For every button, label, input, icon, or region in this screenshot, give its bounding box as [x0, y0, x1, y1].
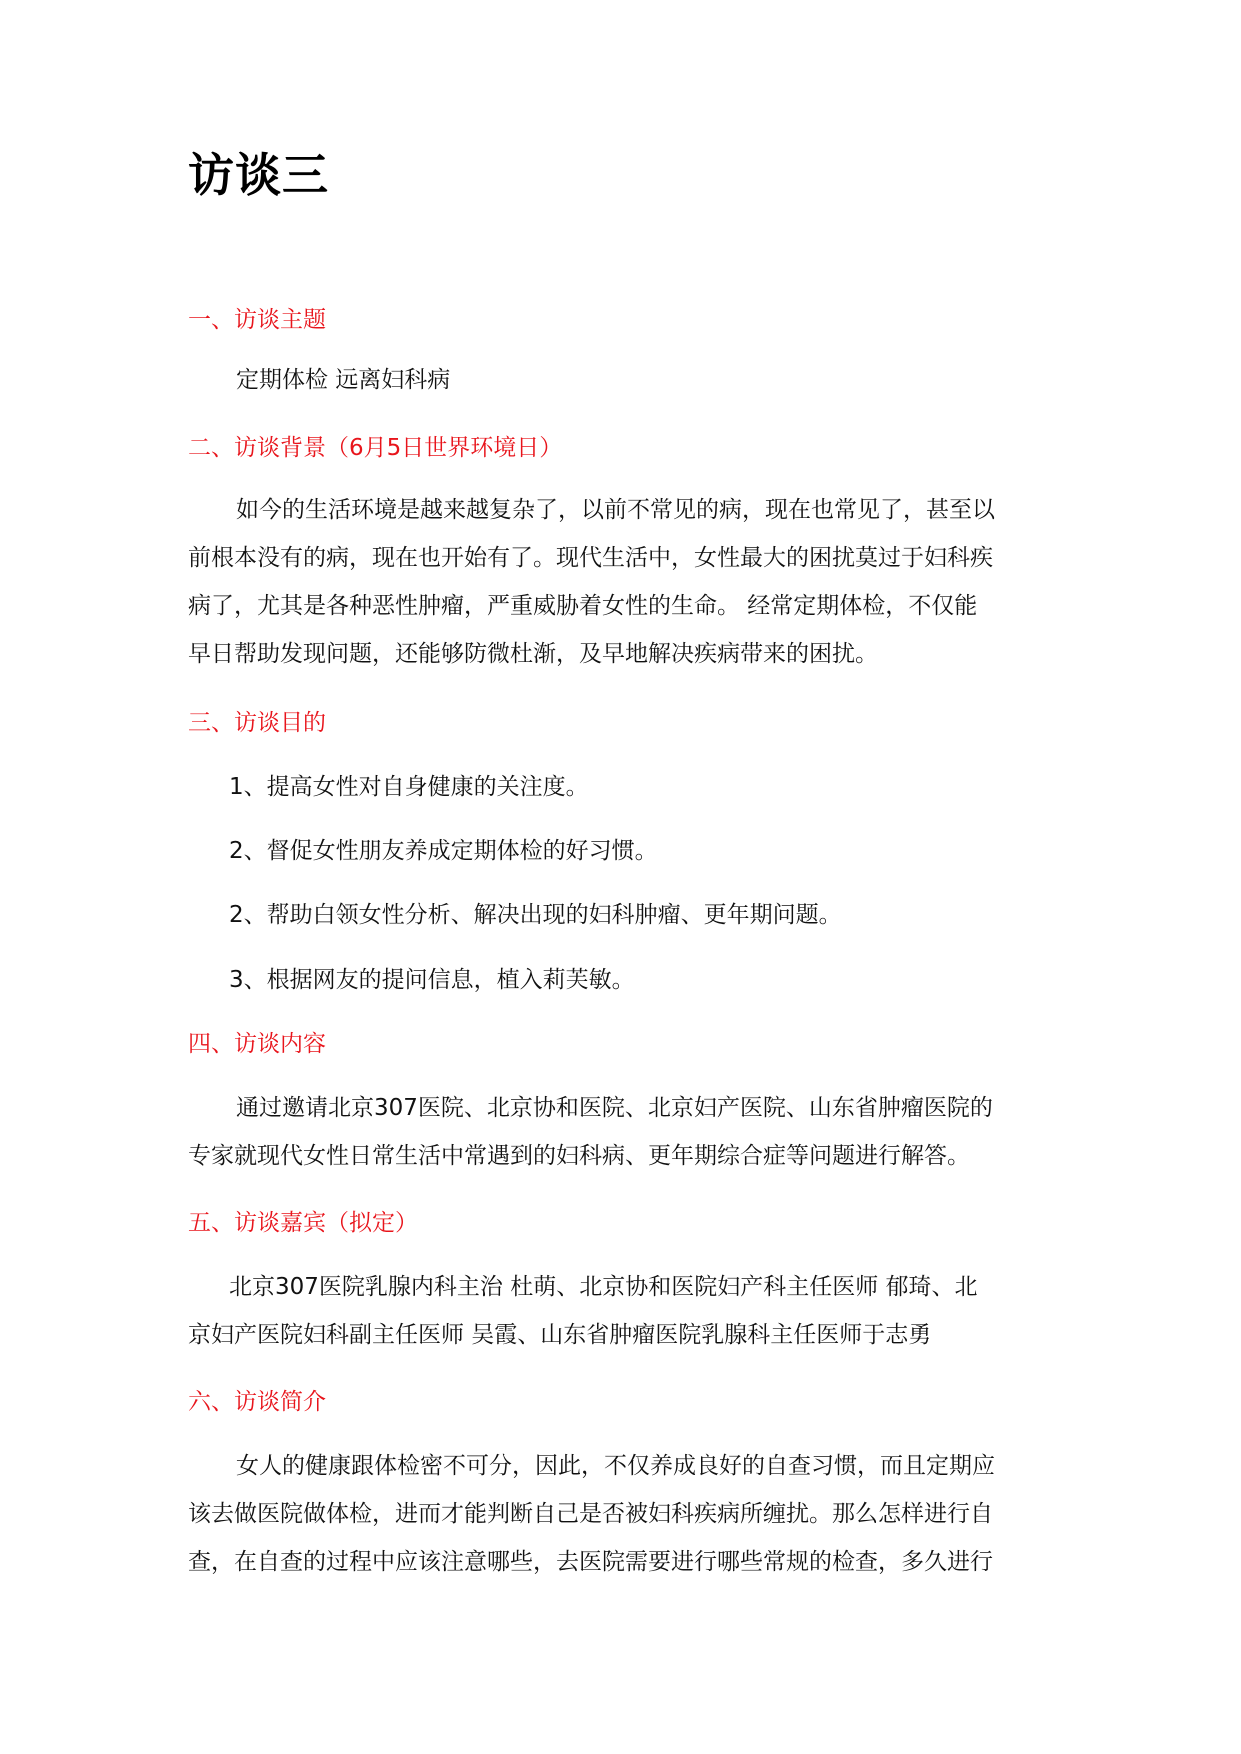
section-heading-content: 四、访谈内容 [188, 1031, 326, 1057]
section-heading-intro: 六、访谈简介 [188, 1389, 326, 1415]
section-heading-guests: 五、访谈嘉宾（拟定） [188, 1210, 418, 1236]
page-title: 访谈三 [188, 148, 329, 202]
purpose-item-1: 1、提高女性对自身健康的关注度。 [229, 774, 589, 800]
theme-text: 定期体检 远离妇科病 [236, 367, 451, 393]
purpose-item-4: 3、根据网友的提问信息，植入莉芙敏。 [229, 967, 635, 993]
section-heading-purpose: 三、访谈目的 [188, 710, 326, 736]
intro-line-2: 该去做医院做体检，进而才能判断自己是否被妇科疾病所缠扰。那么怎样进行自 [188, 1501, 993, 1527]
guests-line-1: 北京307医院乳腺内科主治 杜萌、北京协和医院妇产科主任医师 郁琦、北 [229, 1274, 978, 1300]
intro-line-1: 女人的健康跟体检密不可分，因此，不仅养成良好的自查习惯，而且定期应 [236, 1453, 995, 1479]
background-line-1: 如今的生活环境是越来越复杂了，以前不常见的病，现在也常见了，甚至以 [236, 497, 995, 523]
background-line-2: 前根本没有的病，现在也开始有了。现代生活中，女性最大的困扰莫过于妇科疾 [188, 545, 993, 571]
intro-line-3: 查，在自查的过程中应该注意哪些，去医院需要进行哪些常规的检查，多久进行 [188, 1549, 993, 1575]
background-line-4: 早日帮助发现问题，还能够防微杜渐，及早地解决疾病带来的困扰。 [188, 641, 878, 667]
background-line-3: 病了，尤其是各种恶性肿瘤，严重威胁着女性的生命。 经常定期体检，不仅能 [188, 593, 978, 619]
section-heading-theme: 一、访谈主题 [188, 307, 326, 333]
content-line-1: 通过邀请北京307医院、北京协和医院、北京妇产医院、山东省肿瘤医院的 [236, 1095, 993, 1121]
purpose-item-3: 2、帮助白领女性分析、解决出现的妇科肿瘤、更年期问题。 [229, 902, 842, 928]
purpose-item-2: 2、督促女性朋友养成定期体检的好习惯。 [229, 838, 658, 864]
section-heading-background: 二、访谈背景（6月5日世界环境日） [188, 435, 563, 461]
guests-line-2: 京妇产医院妇科副主任医师 吴霞、山东省肿瘤医院乳腺科主任医师于志勇 [188, 1322, 932, 1348]
content-line-2: 专家就现代女性日常生活中常遇到的妇科病、更年期综合症等问题进行解答。 [188, 1143, 970, 1169]
